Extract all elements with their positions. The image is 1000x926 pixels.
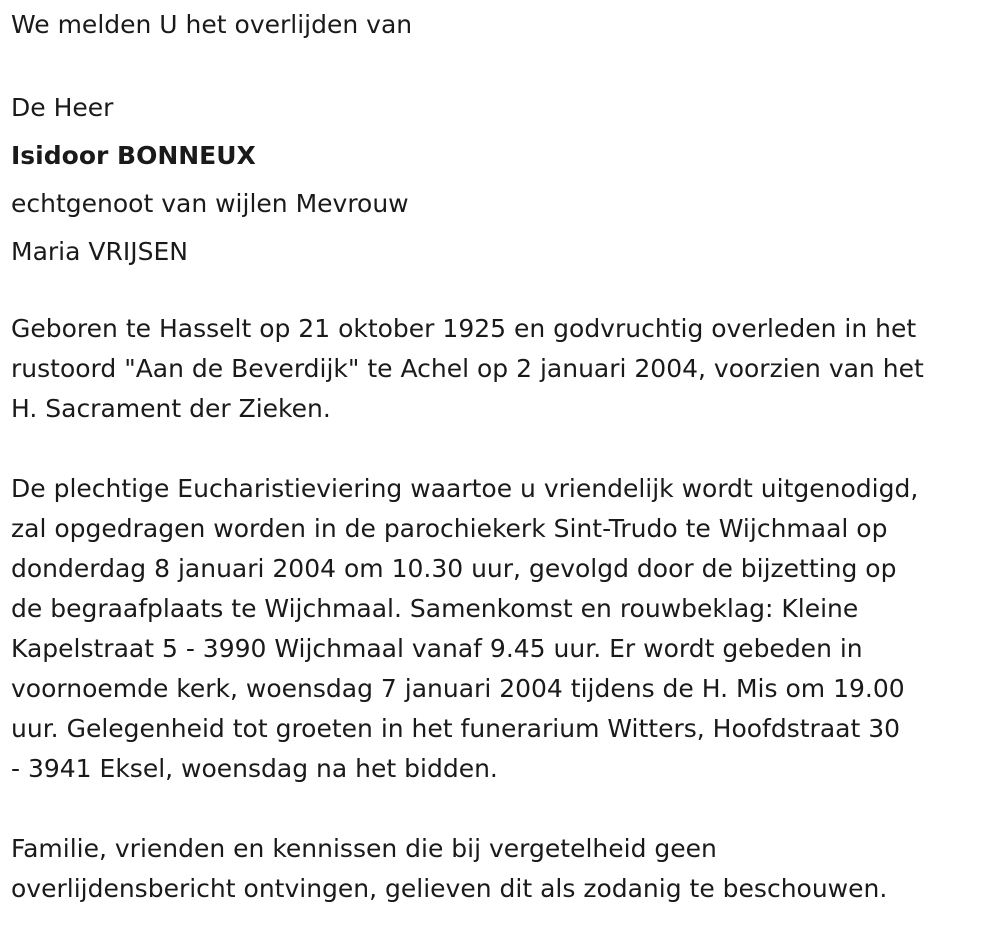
closing-line: Familie, vrienden en kennissen die bij vergetelheid geen	[11, 834, 717, 863]
funeral-line: de begraafplaats te Wijchmaal. Samenkomst en rouwbeklag: Kleine	[11, 594, 859, 623]
birth-line: H. Sacrament der Zieken.	[11, 394, 331, 423]
birth-line: Geboren te Hasselt op 21 oktober 1925 en godvruchtig overleden in het	[11, 314, 917, 343]
deceased-name: Isidoor BONNEUX	[11, 141, 256, 170]
funeral-line: Kapelstraat 5 - 3990 Wijchmaal vanaf 9.45 uur. Er wordt gebeden in	[11, 634, 863, 663]
closing-paragraph	[11, 829, 986, 909]
funeral-line: zal opgedragen worden in de parochiekerk Sint-Trudo te Wijchmaal op	[11, 514, 888, 543]
funeral-line: voornoemde kerk, woensdag 7 januari 2004 tijdens de H. Mis om 19.00	[11, 674, 905, 703]
birth-paragraph	[11, 309, 986, 429]
funeral-line: donderdag 8 januari 2004 om 10.30 uur, gevolgd door de bijzetting op	[11, 554, 897, 583]
intro-line: We melden U het overlijden van	[11, 10, 413, 39]
funeral-line: - 3941 Eksel, woensdag na het bidden.	[11, 754, 498, 783]
spacer	[11, 50, 986, 84]
spouse-name: Maria VRIJSEN	[11, 237, 188, 266]
spouse-line: echtgenoot van wijlen Mevrouw	[11, 189, 409, 218]
title-prefix: De Heer	[11, 93, 114, 122]
funeral-line: De plechtige Eucharistieviering waartoe u vriendelijk wordt uitgenodigd,	[11, 474, 919, 503]
birth-line: rustoord "Aan de Beverdijk" te Achel op 2 januari 2004, voorzien van het	[11, 354, 924, 383]
funeral-line: uur. Gelegenheid tot groeten in het funerarium Witters, Hoofdstraat 30	[11, 714, 901, 743]
funeral-paragraph	[11, 469, 986, 789]
obituary-document	[11, 0, 986, 909]
closing-line: overlijdensbericht ontvingen, gelieven dit als zodanig te beschouwen.	[11, 874, 888, 903]
